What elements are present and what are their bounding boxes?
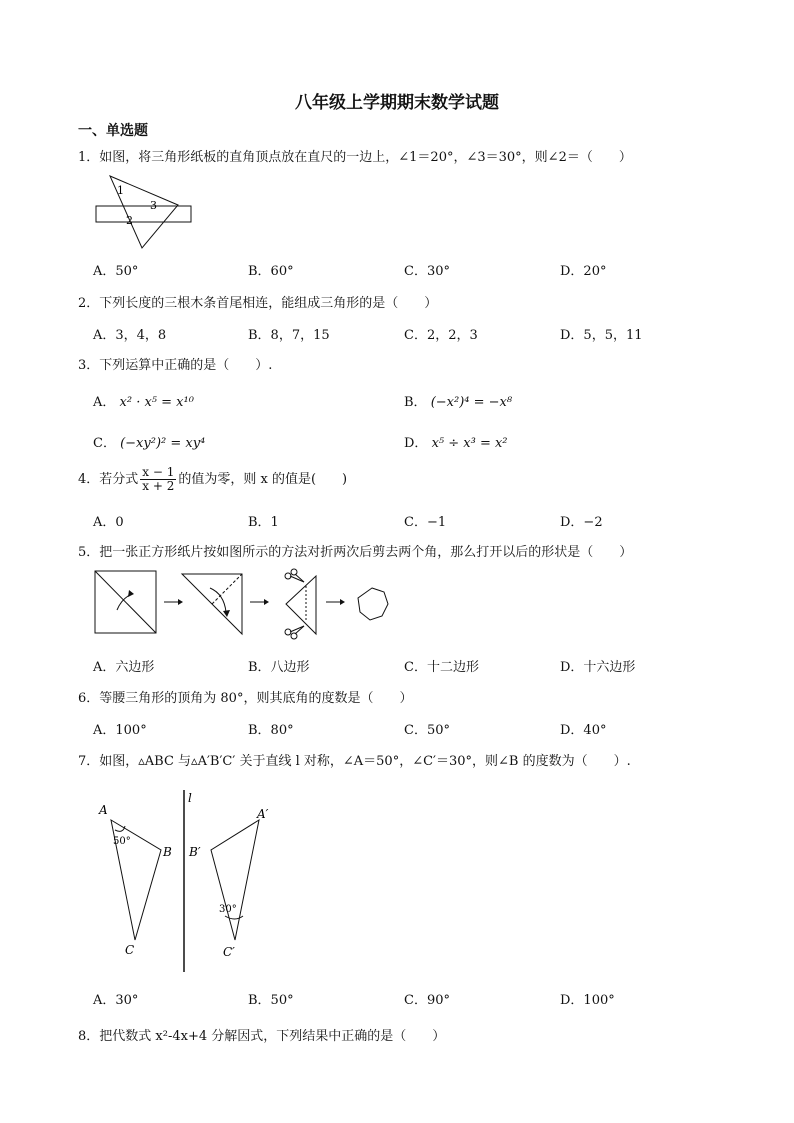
q1-option-d[interactable]: D．20°: [560, 264, 607, 279]
q4-option-b[interactable]: B．1: [248, 515, 279, 530]
q5-option-a[interactable]: A．六边形: [93, 660, 155, 675]
q1-label-1: 1: [117, 184, 124, 197]
q4-option-d[interactable]: D．−2: [560, 515, 603, 530]
q1-label-3: 3: [150, 199, 157, 212]
q6-option-a[interactable]: A．100°: [93, 723, 147, 738]
q4-fraction: $\frac{x - 1}{x + 2}$: [142, 465, 175, 493]
question-8-text: 8．把代数式 x²-4x+4 分解因式，下列结果中正确的是（ ）: [78, 1029, 446, 1044]
section-heading: 一、单选题: [78, 123, 148, 139]
q3-expr-b: (−x²)⁴ = −x⁸: [430, 395, 513, 410]
q7-label-l: l: [188, 791, 192, 805]
q1-option-b[interactable]: B．60°: [248, 264, 294, 279]
q7-label-b-prime: B′: [189, 845, 201, 859]
q3-expr-d: x⁵ ÷ x³ = x²: [431, 436, 508, 451]
q6-option-c[interactable]: C．50°: [404, 723, 450, 738]
q1-option-a[interactable]: A．50°: [93, 264, 139, 279]
question-6-text: 6．等腰三角形的顶角为 80°，则其底角的度数是（ ）: [78, 691, 413, 706]
q2-option-b[interactable]: B．8，7，15: [248, 328, 330, 343]
q6-option-b[interactable]: B．80°: [248, 723, 294, 738]
q7-option-c[interactable]: C．90°: [404, 993, 450, 1008]
q7-angle-a: 50°: [113, 836, 131, 847]
q7-angle-c-prime: 30°: [219, 904, 237, 915]
q2-option-c[interactable]: C．2，2，3: [404, 328, 478, 343]
q1-figure: [90, 172, 200, 252]
q2-option-a[interactable]: A．3，4，8: [93, 328, 167, 343]
q6-option-d[interactable]: D．40°: [560, 723, 607, 738]
q2-option-d[interactable]: D．5，5，11: [560, 328, 643, 343]
question-7-text: 7．如图，▵ABC 与▵A′B′C′ 关于直线 l 对称，∠A＝50°，∠C′＝30°，则∠B 的度数为（ ）.: [78, 754, 631, 769]
q5-figure: [92, 568, 412, 644]
q7-label-c: C: [125, 943, 135, 957]
q5-option-b[interactable]: B．八边形: [248, 660, 310, 675]
q3-expr-c: (−xy²)² = xy⁴: [120, 436, 206, 451]
q3-option-d[interactable]: D． x⁵ ÷ x³ = x²: [404, 436, 508, 451]
q3-option-b[interactable]: B． (−x²)⁴ = −x⁸: [404, 395, 513, 410]
q7-label-c-prime: C′: [223, 945, 235, 959]
question-2-text: 2．下列长度的三根木条首尾相连，能组成三角形的是（ ）: [78, 296, 438, 311]
q7-label-a: A: [99, 803, 108, 817]
q1-option-c[interactable]: C．30°: [404, 264, 450, 279]
scissors-icon: [285, 569, 304, 582]
q3-option-a[interactable]: A． x² · x⁵ = x¹⁰: [93, 395, 194, 410]
q5-option-d[interactable]: D．十六边形: [560, 660, 636, 675]
q7-option-d[interactable]: D．100°: [560, 993, 615, 1008]
q7-option-a[interactable]: A．30°: [93, 993, 139, 1008]
q4-option-c[interactable]: C．−1: [404, 515, 447, 530]
q7-label-b: B: [163, 845, 172, 859]
question-3-text: 3．下列运算中正确的是（ ）.: [78, 358, 273, 373]
q5-option-c[interactable]: C．十二边形: [404, 660, 479, 675]
question-1-text: 1．如图，将三角形纸板的直角顶点放在直尺的一边上，∠1＝20°，∠3＝30°，则∠2＝（ ）: [78, 150, 632, 165]
q7-label-a-prime: A′: [257, 807, 269, 821]
scissors-icon: [285, 626, 304, 639]
q3-expr-a: x² · x⁵ = x¹⁰: [119, 395, 194, 410]
q4-option-a[interactable]: A．0: [93, 515, 124, 530]
question-5-text: 5．把一张正方形纸片按如图所示的方法对折两次后剪去两个角，那么打开以后的形状是（ ）: [78, 545, 633, 560]
q7-option-b[interactable]: B．50°: [248, 993, 294, 1008]
q7-figure: [95, 788, 285, 978]
q3-option-c[interactable]: C． (−xy²)² = xy⁴: [93, 436, 206, 451]
q1-label-2: 2: [126, 214, 133, 227]
page-title: 八年级上学期期末数学试题: [295, 93, 499, 113]
question-4-text: 4．若分式 $\frac{x - 1}{x + 2}$ 的值为零，则 x 的值是( ): [78, 465, 348, 493]
